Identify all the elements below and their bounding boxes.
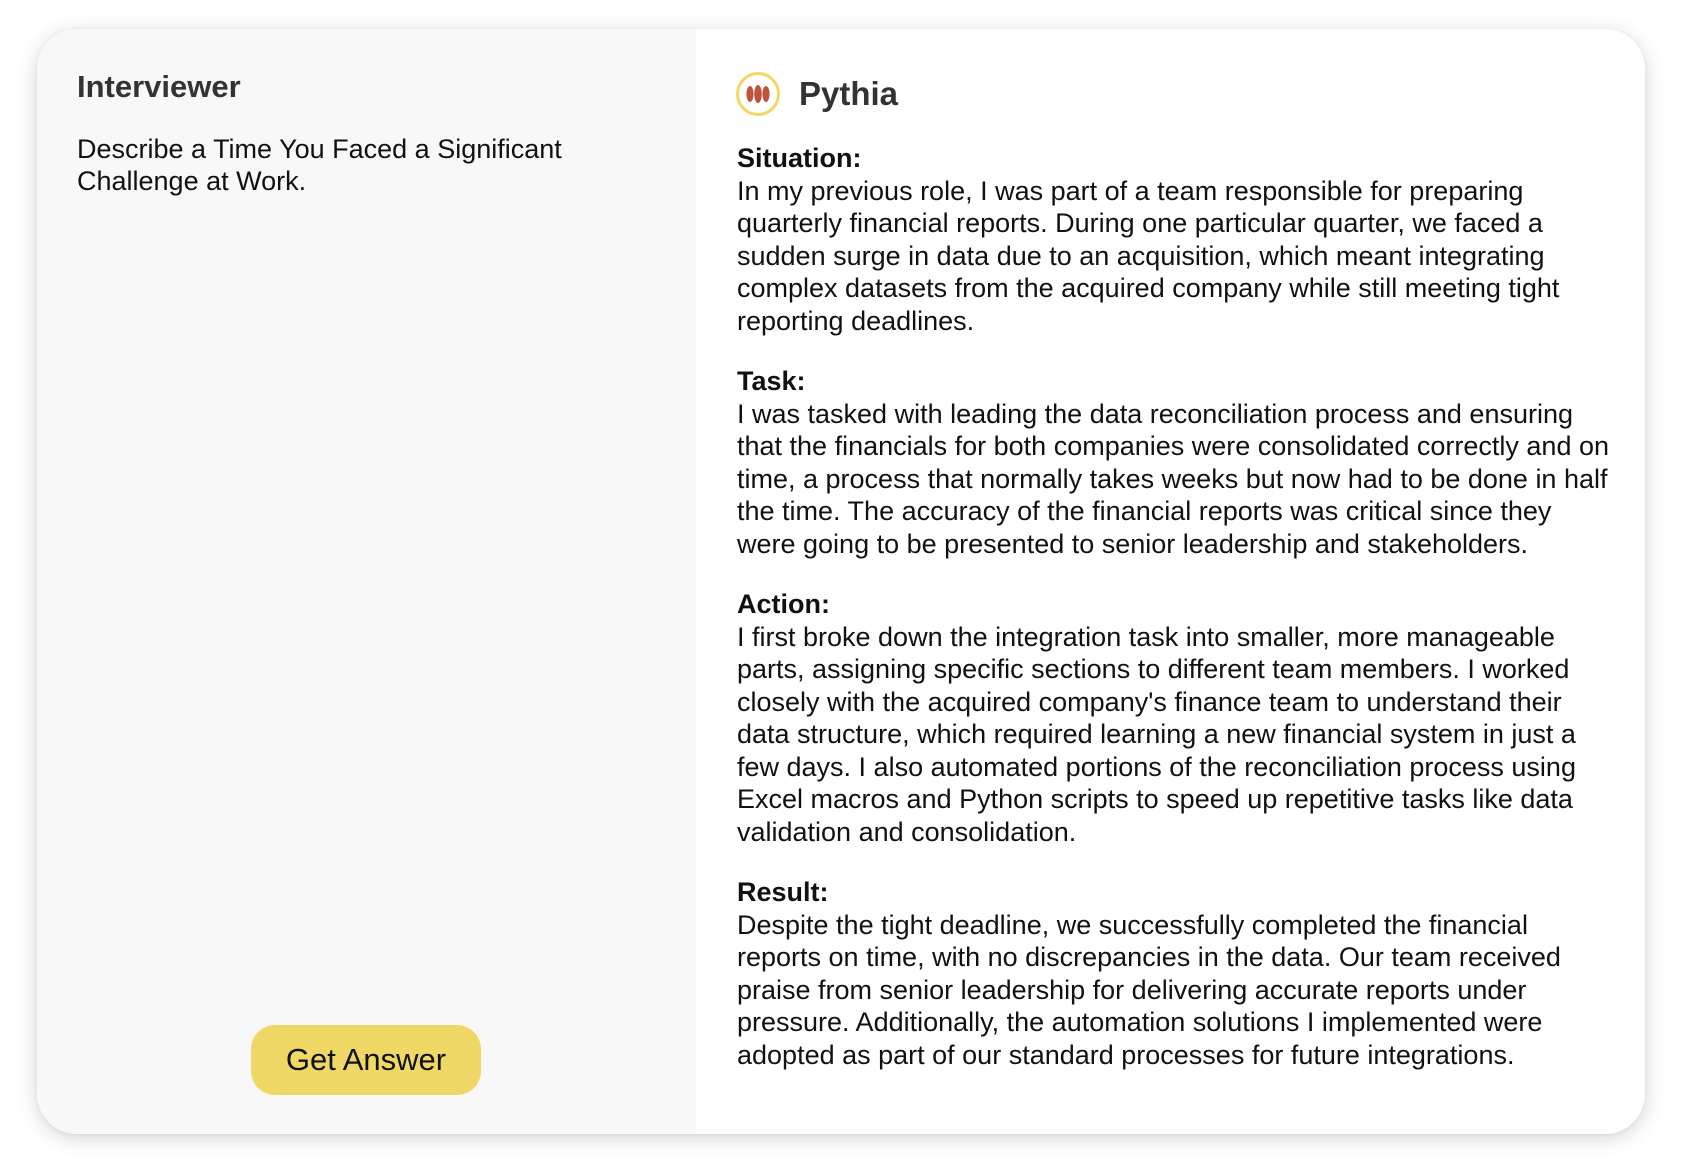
interview-card — [37, 29, 1645, 1134]
section-body: Despite the tight deadline, we successfully completed the financial reports on time, with no discrepancies in the data. Our team received praise from senior leadership for delivering accurate reports under pressure. Additionally, the automation solutions I implemented were adopted as part of our standard processes for future integrations. — [737, 909, 1561, 1070]
section-body: I first broke down the integration task into smaller, more manageable parts, assigning specific sections to different team members. I worked closely with the acquired company's finance team to understand their data structure, which required learning a new financial system in just a few days. I also automated portions of the reconciliation process using Excel macros and Python scripts to speed up repetitive tasks like data validation and consolidation. — [737, 621, 1576, 847]
answer-section-task — [737, 365, 1617, 560]
assistant-header — [735, 69, 898, 119]
interview-question: Describe a Time You Faced a Significant Challenge at Work. — [77, 134, 562, 196]
interviewer-title: Interviewer — [77, 69, 241, 104]
answer-panel — [696, 29, 1645, 1134]
section-title: Action: — [737, 589, 830, 619]
answer-section-situation — [737, 142, 1617, 337]
assistant-name: Pythia — [799, 75, 899, 112]
section-title: Result: — [737, 877, 829, 907]
interviewer-panel — [37, 29, 696, 1134]
answer-section-action — [737, 588, 1617, 848]
star-answer — [737, 142, 1617, 1099]
section-title: Task: — [737, 366, 806, 396]
pythia-logo-icon — [735, 71, 781, 117]
section-body: In my previous role, I was part of a team responsible for preparing quarterly financial reports. During one particular quarter, we faced a sudden surge in data due to an acquisition, which meant integrating complex datasets from the acquired company while still meeting tight reporting deadlines. — [737, 175, 1560, 336]
get-answer-button[interactable]: Get Answer — [251, 1025, 481, 1095]
section-title: Situation: — [737, 143, 862, 173]
answer-section-result — [737, 876, 1617, 1071]
section-body: I was tasked with leading the data reconciliation process and ensuring that the financials for both companies were consolidated correctly and on time, a process that normally takes weeks but now had to be done in half the time. The accuracy of the financial reports was critical since they were going to be presented to senior leadership and stakeholders. — [737, 398, 1610, 559]
